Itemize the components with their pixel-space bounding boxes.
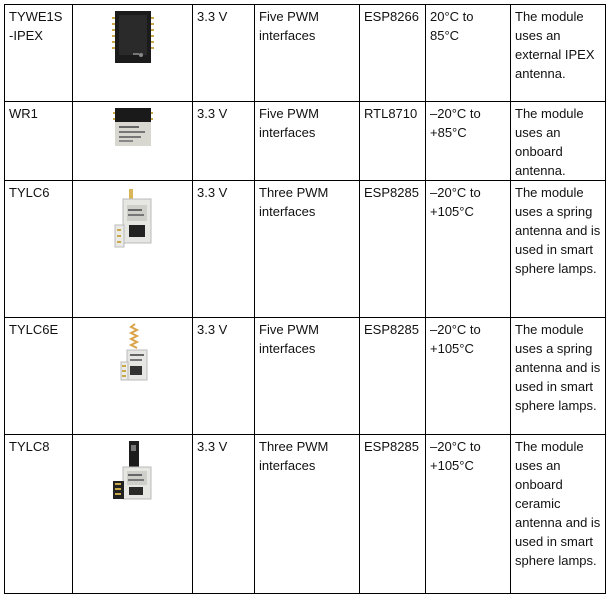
chip-cell: ESP8285: [360, 318, 426, 435]
note-cell: The module uses an external IPEX antenna.: [511, 5, 606, 102]
tylc6e-module-image: [113, 320, 153, 390]
tywe1s-ipex-module-image: [103, 7, 163, 67]
voltage-cell: 3.3 V: [193, 181, 255, 318]
pwm-cell: Five PWM interfaces: [255, 102, 360, 181]
tylc8-module-image: [105, 437, 161, 517]
image-cell: [73, 5, 193, 102]
image-cell: [73, 318, 193, 435]
pwm-cell: Five PWM interfaces: [255, 5, 360, 102]
image-cell: [73, 102, 193, 181]
voltage-cell: 3.3 V: [193, 318, 255, 435]
tylc6-module-image: [107, 183, 159, 263]
temperature-cell: –20°C to +105°C: [426, 435, 511, 594]
table-row: [5, 318, 606, 435]
temperature-cell: –20°C to +85°C: [426, 102, 511, 181]
note-cell: The module uses a spring antenna and is used in smart sphere lamps.: [511, 181, 606, 318]
pwm-cell: Five PWM interfaces: [255, 318, 360, 435]
table-row: [5, 181, 606, 318]
chip-cell: ESP8266: [360, 5, 426, 102]
chip-cell: ESP8285: [360, 435, 426, 594]
model-cell: TYLC6E: [5, 318, 73, 435]
model-cell: TYLC6: [5, 181, 73, 318]
note-cell: The module uses an onboard antenna.: [511, 102, 606, 181]
temperature-cell: –20°C to +105°C: [426, 318, 511, 435]
voltage-cell: 3.3 V: [193, 102, 255, 181]
model-cell: TYWE1S -IPEX: [5, 5, 73, 102]
voltage-cell: 3.3 V: [193, 435, 255, 594]
model-cell: TYLC8: [5, 435, 73, 594]
note-cell: The module uses an onboard ceramic antenna and is used in smart sphere lamps.: [511, 435, 606, 594]
temperature-cell: 20°C to 85°C: [426, 5, 511, 102]
chip-cell: ESP8285: [360, 181, 426, 318]
module-spec-table: [4, 4, 606, 594]
wr1-module-image: [111, 104, 155, 150]
table-row: [5, 102, 606, 181]
pwm-cell: Three PWM interfaces: [255, 181, 360, 318]
voltage-cell: 3.3 V: [193, 5, 255, 102]
model-cell: WR1: [5, 102, 73, 181]
pwm-cell: Three PWM interfaces: [255, 435, 360, 594]
temperature-cell: –20°C to +105°C: [426, 181, 511, 318]
chip-cell: RTL8710: [360, 102, 426, 181]
table-row: [5, 5, 606, 102]
image-cell: [73, 435, 193, 594]
note-cell: The module uses a spring antenna and is used in smart sphere lamps.: [511, 318, 606, 435]
image-cell: [73, 181, 193, 318]
table-row: [5, 435, 606, 594]
